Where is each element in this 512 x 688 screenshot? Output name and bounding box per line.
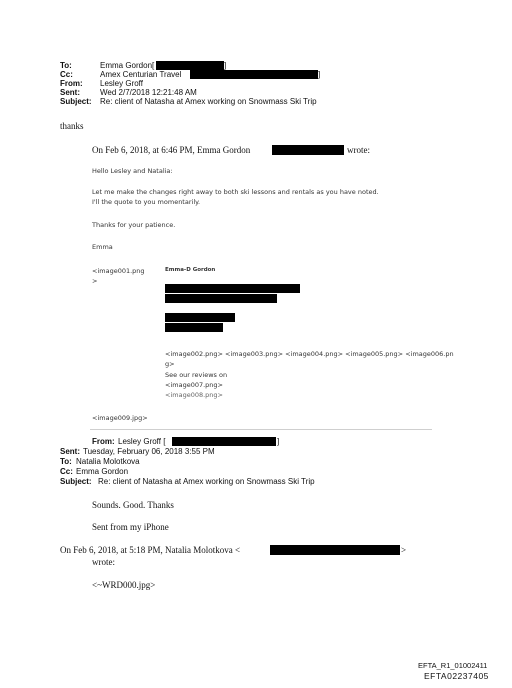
redaction-block xyxy=(165,294,277,303)
redaction-block xyxy=(272,145,344,155)
q2-sent-value: Tuesday, February 06, 2018 3:55 PM xyxy=(83,447,215,456)
image7-ref: <image007.png> xyxy=(165,381,223,389)
q2-signature: Sent from my iPhone xyxy=(92,522,169,532)
quote-intro: On Feb 6, 2018, at 6:46 PM, Emma Gordon xyxy=(92,145,251,155)
divider xyxy=(90,429,432,430)
to-label: To: xyxy=(60,61,72,70)
redaction-block xyxy=(165,323,223,332)
subject-value: Re: client of Natasha at Amex working on Snowmass Ski Trip xyxy=(100,97,317,106)
to-value: Emma Gordon[ xyxy=(100,61,155,70)
body-line-1: Let me make the changes right away to both ski lessons and rentals as you have noted. xyxy=(92,188,379,196)
cc-value: Amex Centurian Travel xyxy=(100,70,182,79)
footer-ref-2: EFTA02237405 xyxy=(424,671,489,681)
images-line-1: <image002.png> <image003.png> <image004.png> <image005.png> <image006.pn xyxy=(165,350,454,358)
from-label: From: xyxy=(60,79,83,88)
subject-label: Subject: xyxy=(60,97,92,106)
sender-name: Emma xyxy=(92,243,113,251)
thanks-line: Thanks for your patience. xyxy=(92,221,176,229)
q3-attachment: <~WRD000.jpg> xyxy=(92,580,156,590)
cc-bracket-close: ] xyxy=(318,70,321,79)
q3-intro: On Feb 6, 2018, at 5:18 PM, Natalia Molotkova < xyxy=(60,545,241,555)
greeting: Hello Lesley and Natalia: xyxy=(92,167,173,175)
footer-ref-1: EFTA_R1_01002411 xyxy=(418,661,488,670)
body-line-2: I'll the quote to you momentarily. xyxy=(92,198,201,206)
q2-to-value: Natalia Molotkova xyxy=(76,457,140,466)
sent-value: Wed 2/7/2018 12:21:48 AM xyxy=(100,88,197,97)
reply-text: thanks xyxy=(60,121,84,131)
quote-wrote: wrote: xyxy=(347,145,370,155)
to-bracket-close: ] xyxy=(224,61,227,70)
q2-sent-label: Sent: xyxy=(60,447,80,456)
q3-wrote: wrote: xyxy=(92,557,115,567)
images-line-2: g> xyxy=(165,360,175,368)
q2-from-close: ] xyxy=(277,437,280,446)
image1-ref: <image001.png xyxy=(92,267,145,275)
q2-from-value: Lesley Groff [ xyxy=(118,437,166,446)
image9-ref: <image009.jpg> xyxy=(92,414,148,422)
cc-label: Cc: xyxy=(60,70,73,79)
q2-subject-value: Re: client of Natasha at Amex working on Snowmass Ski Trip xyxy=(98,477,315,486)
redaction-block xyxy=(172,437,276,446)
q2-subject-label: Subject: xyxy=(60,477,92,486)
redaction-block xyxy=(156,61,227,70)
from-value: Lesley Groff xyxy=(100,79,143,88)
q3-close: > xyxy=(401,545,407,555)
q2-cc-label: Cc: xyxy=(60,467,73,476)
redaction-block xyxy=(190,70,321,79)
signature-name: Emma-D Gordon xyxy=(165,267,216,273)
sent-label: Sent: xyxy=(60,88,80,97)
q2-from-label: From: xyxy=(92,437,115,446)
reviews-line: See our reviews on xyxy=(165,371,228,379)
redaction-block xyxy=(270,545,400,555)
image8-ref: <image008.png> xyxy=(165,391,223,399)
q2-to-label: To: xyxy=(60,457,72,466)
redaction-block xyxy=(165,313,235,322)
q2-cc-value: Emma Gordon xyxy=(76,467,129,476)
redaction-block xyxy=(165,284,300,293)
q2-body: Sounds. Good. Thanks xyxy=(92,500,174,510)
image1-ref-close: > xyxy=(92,277,98,285)
